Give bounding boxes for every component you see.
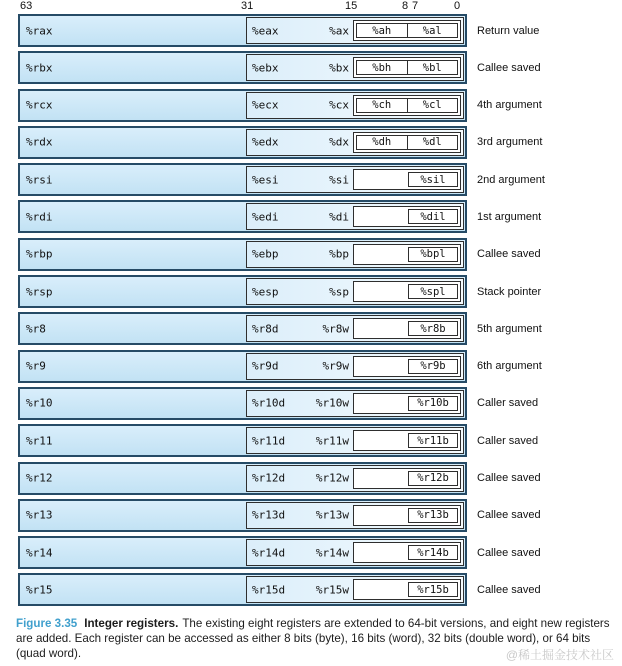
register-box-32 [246, 427, 464, 454]
low-byte-box: %bpl [408, 247, 458, 262]
register-box-32 [246, 465, 464, 492]
register-box-64-rcx [18, 89, 467, 122]
register-box-32 [246, 353, 464, 380]
dword-label: %ecx [252, 98, 279, 112]
dword-label: %edi [252, 210, 279, 224]
quad-label: %r12 [26, 471, 53, 485]
quad-label: %rax [26, 24, 53, 37]
dword-label: %r12d [252, 471, 286, 485]
register-box-16 [353, 95, 461, 116]
register-box-32 [246, 390, 464, 417]
register-row-r12 [18, 462, 545, 495]
figure-title: Integer registers. [84, 617, 179, 630]
dword-label: %r15d [252, 583, 286, 597]
register-row-r13 [18, 499, 545, 532]
register-role-label: Callee saved [477, 509, 541, 522]
register-box-64-r13 [18, 499, 467, 532]
register-role-label: 1st argument [477, 210, 542, 223]
quad-label: %r13 [26, 508, 53, 522]
quad-label: %rbp [26, 247, 53, 261]
register-role-label: Callee saved [477, 546, 541, 559]
register-box-16 [353, 468, 461, 489]
dword-label: %r13d [252, 508, 286, 522]
register-box-16 [353, 57, 461, 78]
register-role-label: 6th argument [477, 360, 542, 373]
register-role-label: Callee saved [477, 472, 541, 485]
register-role-label: Callee saved [477, 61, 541, 74]
register-box-16 [353, 318, 461, 339]
quad-label: %r10 [26, 396, 53, 410]
high-byte-label: %ah [357, 24, 408, 37]
dword-label: %esp [252, 285, 279, 299]
dword-label: %eax [252, 24, 279, 37]
low-byte-box: %dil [408, 209, 458, 224]
high-byte-label: %ch [357, 99, 408, 112]
register-box-16 [353, 393, 461, 414]
quad-label: %rdx [26, 135, 53, 149]
register-row-rdi [18, 200, 545, 233]
register-row-r15 [18, 573, 545, 606]
low-byte-label: %al [422, 24, 442, 37]
register-role-label: 2nd argument [477, 173, 545, 186]
register-box-16 [353, 20, 461, 41]
register-box-64-r11 [18, 424, 467, 457]
register-row-r10 [18, 387, 545, 420]
high-byte-label: %bh [357, 61, 408, 74]
register-box-64-r14 [18, 536, 467, 569]
quad-label: %rcx [26, 98, 53, 112]
word-label: %si [329, 173, 349, 187]
register-box-32 [246, 129, 464, 156]
register-role-label: Caller saved [477, 397, 539, 410]
register-row-rsi [18, 163, 545, 196]
register-row-r9 [18, 350, 545, 383]
high-byte-label: %dh [357, 136, 408, 149]
register-role-label: Caller saved [477, 434, 539, 447]
register-box-32 [246, 92, 464, 119]
register-box-16 [353, 281, 461, 302]
word-label: %di [329, 210, 349, 224]
low-byte-box: %r10b [408, 396, 458, 411]
figure-number-label: Figure 3.35 [16, 617, 78, 630]
register-box-16 [353, 206, 461, 227]
register-role-label: Callee saved [477, 583, 541, 596]
register-row-r8 [18, 312, 545, 345]
register-role-label: 5th argument [477, 322, 542, 335]
register-box-16 [353, 132, 461, 153]
bit-label-15: 15 [345, 0, 358, 12]
quad-label: %rbx [26, 61, 53, 75]
low-byte-box: %r12b [408, 471, 458, 486]
register-box-64-r8 [18, 312, 467, 345]
register-box-32 [246, 203, 464, 230]
low-byte-label: %cl [422, 99, 442, 112]
figure-caption-text: The existing eight registers are extended to 64-bit versions, and eight new registers are added. Each register can be accessed as either 8 bits (byte), 16 bits (word), 32 bits (double word), or 64 bits (quad word). [16, 617, 610, 660]
dword-label: %r9d [252, 359, 279, 373]
register-box-64-rdi [18, 200, 467, 233]
register-box-16 [353, 356, 461, 377]
register-role-label: Return value [477, 24, 540, 37]
register-row-rbx [18, 51, 545, 84]
register-box-64-rbp [18, 238, 467, 271]
register-box-64-r15 [18, 573, 467, 606]
register-box-64-rsi [18, 163, 467, 196]
register-box-64-rax [18, 14, 467, 47]
register-role-label: 3rd argument [477, 136, 543, 149]
bit-label-0: 0 [454, 0, 461, 12]
quad-label: %r11 [26, 434, 53, 448]
dword-label: %ebx [252, 61, 279, 75]
watermark: @稀土掘金技术社区 [505, 648, 614, 662]
register-box-32 [246, 241, 464, 268]
quad-label: %rsi [26, 173, 53, 187]
low-byte-box: %r9b [408, 359, 458, 374]
register-box-16 [353, 430, 461, 451]
register-box-32 [246, 315, 464, 342]
bit-label-31: 31 [241, 0, 254, 12]
register-row-rbp [18, 238, 545, 271]
register-box-16 [353, 244, 461, 265]
register-box-64-r10 [18, 387, 467, 420]
word-label: %r8w [322, 322, 349, 336]
dword-label: %esi [252, 173, 279, 187]
word-label: %bx [329, 61, 349, 75]
register-role-label: Callee saved [477, 248, 541, 261]
bit-label-63: 63 [20, 0, 33, 12]
dword-label: %r14d [252, 546, 286, 560]
word-label: %bp [329, 247, 349, 261]
register-box-16 [353, 505, 461, 526]
register-box-32 [246, 576, 464, 603]
quad-label: %rsp [26, 285, 53, 299]
register-box-32 [246, 17, 464, 44]
word-label: %r9w [322, 359, 349, 373]
register-box-64-rdx [18, 126, 467, 159]
word-label: %r11w [315, 434, 349, 448]
register-box-16 [353, 169, 461, 190]
register-box-32 [246, 539, 464, 566]
register-row-rax [18, 14, 545, 47]
dword-label: %r8d [252, 322, 279, 336]
register-box-32 [246, 54, 464, 81]
word-label: %r14w [315, 546, 349, 560]
low-byte-box: %r8b [408, 321, 458, 336]
quad-label: %r8 [26, 322, 46, 336]
byte-pair-box [356, 135, 458, 150]
register-role-label: Stack pointer [477, 285, 542, 298]
register-box-16 [353, 579, 461, 600]
low-byte-box: %sil [408, 172, 458, 187]
register-role-label: 4th argument [477, 99, 542, 112]
quad-label: %rdi [26, 210, 53, 224]
byte-pair-box [356, 98, 458, 113]
dword-label: %r11d [252, 434, 286, 448]
register-rows [18, 14, 545, 606]
dword-label: %ebp [252, 247, 279, 261]
quad-label: %r9 [26, 359, 46, 373]
register-row-r14 [18, 536, 545, 569]
bit-label-8: 8 [402, 0, 409, 12]
dword-label: %edx [252, 135, 279, 149]
word-label: %r10w [315, 396, 349, 410]
low-byte-box: %spl [408, 284, 458, 299]
word-label: %r13w [315, 508, 349, 522]
register-row-rsp [18, 275, 545, 308]
register-row-rcx [18, 89, 545, 122]
register-row-r11 [18, 424, 545, 457]
low-byte-box: %r14b [408, 545, 458, 560]
low-byte-box: %r15b [408, 582, 458, 597]
register-box-64-rsp [18, 275, 467, 308]
register-box-64-r12 [18, 462, 467, 495]
low-byte-label: %dl [422, 136, 442, 149]
register-box-64-r9 [18, 350, 467, 383]
word-label: %sp [329, 285, 349, 299]
bit-label-7: 7 [412, 0, 419, 12]
low-byte-box: %r13b [408, 508, 458, 523]
word-label: %dx [329, 135, 349, 149]
byte-pair-box [356, 60, 458, 75]
quad-label: %r15 [26, 583, 53, 597]
dword-label: %r10d [252, 396, 286, 410]
word-label: %r12w [315, 471, 349, 485]
register-box-16 [353, 542, 461, 563]
register-row-rdx [18, 126, 545, 159]
register-box-64-rbx [18, 51, 467, 84]
byte-pair-box [356, 23, 458, 38]
register-box-32 [246, 166, 464, 193]
word-label: %r15w [315, 583, 349, 597]
low-byte-label: %bl [422, 61, 442, 74]
quad-label: %r14 [26, 546, 53, 560]
register-box-32 [246, 502, 464, 529]
low-byte-box: %r11b [408, 433, 458, 448]
word-label: %ax [329, 24, 349, 37]
register-box-32 [246, 278, 464, 305]
word-label: %cx [329, 98, 349, 112]
